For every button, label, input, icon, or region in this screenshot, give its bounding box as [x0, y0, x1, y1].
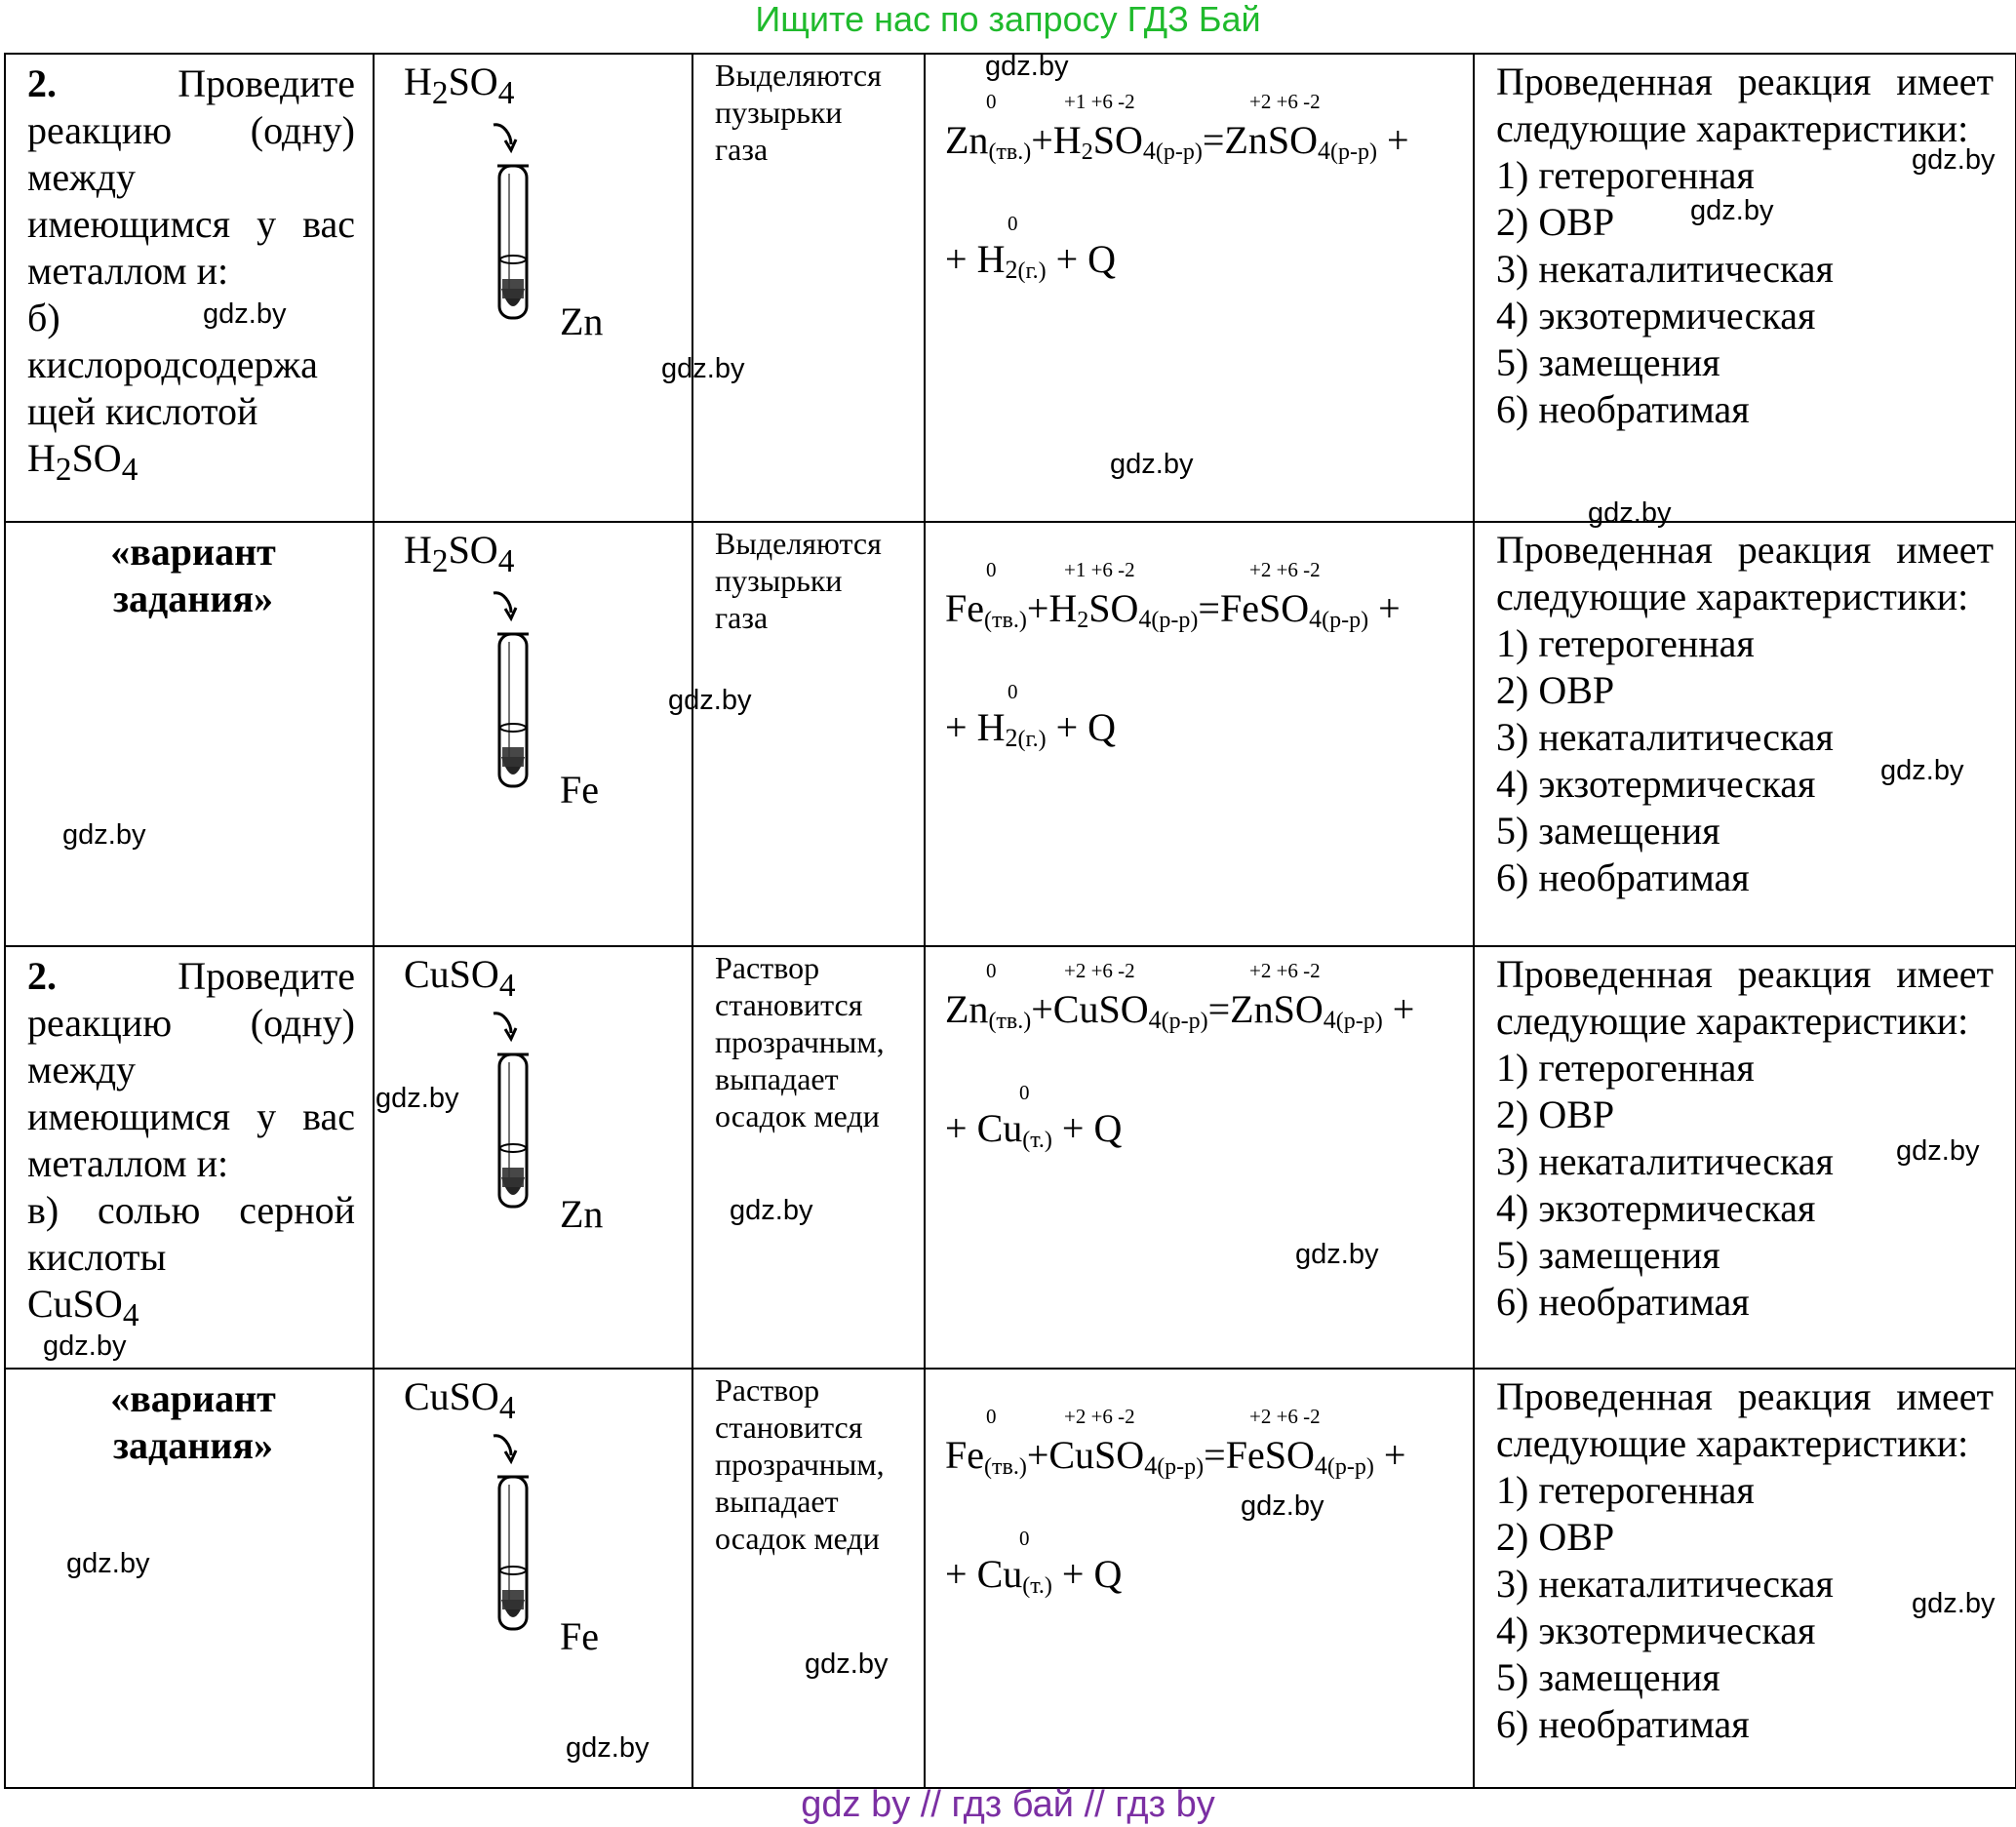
- task-line: имеющимся у вас: [27, 202, 355, 246]
- heat-term: + Q: [1051, 1552, 1123, 1596]
- equation-line-1: [945, 585, 1401, 634]
- watermark-text: gdz.by: [661, 353, 745, 384]
- observation-text: [693, 1370, 924, 1557]
- watermark-text: gdz.by: [1896, 1135, 1980, 1167]
- characteristic-item: 4) экзотермическая: [1496, 762, 1816, 806]
- test-tube-icon: [482, 1012, 550, 1221]
- observation-line: газа: [715, 600, 769, 635]
- state-label: (тв.): [988, 139, 1032, 165]
- task-cell: [5, 946, 374, 1369]
- task-line: реакцию (одну): [27, 1001, 355, 1045]
- metal-label: Zn: [560, 299, 604, 343]
- watermark-text: gdz.by: [1241, 1490, 1324, 1522]
- equation-line-1: [945, 117, 1409, 166]
- equation-line-2: [945, 704, 1116, 753]
- observation-line: осадок меди: [715, 1521, 880, 1556]
- oxidation-state: 0: [1019, 1527, 1030, 1550]
- state-label: (тв.): [988, 1009, 1032, 1034]
- observation-text: [693, 947, 924, 1134]
- apparatus-cell: [374, 522, 692, 946]
- observation-line: становится: [715, 1410, 863, 1445]
- oxidation-states: 0: [986, 959, 997, 982]
- task-formula-index: 2: [55, 452, 72, 488]
- heat-term: + Q: [1046, 237, 1117, 281]
- plus-sign: +: [945, 237, 977, 281]
- formula-index: 4: [1323, 1006, 1336, 1034]
- plus-sign: +: [1368, 586, 1401, 630]
- watermark-text: gdz.by: [566, 1732, 650, 1764]
- oxidation-states: +2 +6 -2: [1064, 1405, 1135, 1428]
- state-label: (р-р): [1322, 608, 1369, 633]
- formula-index: 4: [1317, 137, 1330, 165]
- oxidation-state: 0: [1019, 1081, 1030, 1104]
- reactant-formula: [1027, 1433, 1144, 1477]
- characteristic-item: 4) экзотермическая: [1496, 1609, 1816, 1652]
- table-row: [5, 1369, 2016, 1788]
- watermark-text: gdz.by: [985, 51, 1069, 82]
- characteristic-item: 4) экзотермическая: [1496, 1186, 1816, 1230]
- equation-cell: [925, 522, 1474, 946]
- reactant-index: 2: [1081, 139, 1093, 165]
- watermark-text: gdz.by: [1912, 1588, 1996, 1619]
- reagent-formula: [404, 1373, 515, 1427]
- observation-line: пузырьки: [715, 563, 843, 598]
- plus-sign: +: [945, 1106, 977, 1150]
- product-symbol: Cu: [976, 1106, 1023, 1150]
- task-line: щей кислотой: [27, 389, 258, 433]
- oxidation-states: 0: [986, 90, 997, 113]
- task-text: [6, 947, 373, 1339]
- reagent-part: SO: [448, 60, 498, 103]
- task-line: б): [27, 296, 60, 339]
- task-line: между: [27, 155, 137, 199]
- variant-line: задания»: [112, 1423, 274, 1467]
- product-formula: =FeSO: [1198, 586, 1310, 630]
- state-label: (р-р): [1326, 1454, 1374, 1480]
- observation-text: [693, 55, 924, 168]
- task-line: [27, 953, 355, 1000]
- state-label: (р-р): [1155, 139, 1203, 165]
- formula-index: 4: [1148, 1006, 1162, 1034]
- characteristic-item: 4) экзотермическая: [1496, 294, 1816, 338]
- reagent-formula: [404, 527, 514, 580]
- characteristic-item: 2) ОВР: [1496, 668, 1615, 712]
- reagent-formula: [404, 951, 515, 1005]
- reagent-index: 2: [431, 75, 449, 111]
- reagent-formula: [404, 59, 514, 112]
- metal-symbol: Zn: [945, 118, 989, 162]
- characteristic-item: 3) некаталитическая: [1496, 247, 1834, 291]
- variant-label: [6, 523, 373, 622]
- equation-cell: [925, 1369, 1474, 1788]
- state-label: (р-р): [1157, 1454, 1205, 1480]
- state-label: (тв.): [984, 1454, 1027, 1480]
- table-row: [5, 54, 2016, 522]
- state-label: (т.): [1022, 1573, 1052, 1599]
- metal-symbol: Zn: [945, 987, 989, 1031]
- task-line: в) солью серной: [27, 1188, 355, 1232]
- apparatus-cell: [374, 1369, 692, 1788]
- characteristics-heading: Проведенная реакция имеет: [1496, 952, 1994, 996]
- reactant-part: SO: [1088, 586, 1139, 630]
- characteristic-item: 2) ОВР: [1496, 200, 1615, 244]
- plus-sign: +: [1373, 1433, 1406, 1477]
- state-label: (г.): [1017, 727, 1047, 752]
- characteristic-item: 1) гетерогенная: [1496, 153, 1755, 197]
- characteristic-item: 5) замещения: [1496, 809, 1720, 853]
- reactant-formula: [1031, 987, 1148, 1031]
- reagent-part: H: [404, 528, 432, 572]
- product-symbol: Cu: [976, 1552, 1023, 1596]
- table-row: [5, 946, 2016, 1369]
- product-symbol: H: [976, 705, 1006, 749]
- reagent-index: 4: [498, 1390, 516, 1426]
- oxidation-states: +1 +6 -2: [1064, 90, 1135, 113]
- reagent-part: CuSO: [404, 952, 499, 996]
- variant-line: «вариант: [110, 530, 276, 574]
- reactant-part: +H: [1026, 586, 1078, 630]
- bottom-banner[interactable]: gdz by // гдз бай // гдз by: [801, 1784, 1215, 1825]
- oxidation-state: 0: [1008, 680, 1018, 703]
- characteristic-item: 3) некаталитическая: [1496, 715, 1834, 759]
- task-formula-index: 4: [122, 1297, 139, 1333]
- product-formula: =ZnSO: [1207, 987, 1324, 1031]
- task-line: кислородсодержа: [27, 342, 318, 386]
- equation-line-1: [945, 986, 1414, 1035]
- apparatus-cell: [374, 946, 692, 1369]
- formula-index: 4: [1144, 1451, 1158, 1480]
- characteristics-heading: следующие характеристики:: [1496, 575, 1969, 618]
- state-label: (р-р): [1161, 1009, 1208, 1034]
- task-line: имеющимся у вас: [27, 1094, 355, 1138]
- test-tube-icon: [482, 591, 550, 801]
- oxidation-states: +2 +6 -2: [1249, 959, 1321, 982]
- task-text: [6, 55, 373, 494]
- characteristic-item: 3) некаталитическая: [1496, 1139, 1834, 1183]
- observation-line: выпадает: [715, 1484, 839, 1519]
- table-row: [5, 522, 2016, 946]
- task-formula-part: SO: [71, 436, 122, 480]
- oxidation-state: 0: [1008, 212, 1018, 235]
- watermark-text: gdz.by: [730, 1195, 813, 1226]
- reactant-part: +H: [1031, 118, 1082, 162]
- observation-cell: [692, 946, 925, 1369]
- task-line: реакцию (одну): [27, 108, 355, 152]
- watermark-text: gdz.by: [376, 1083, 459, 1114]
- formula-index: 4: [1142, 137, 1156, 165]
- observation-line: газа: [715, 132, 769, 167]
- oxidation-states: 0: [986, 558, 997, 581]
- observation-line: Выделяются: [715, 58, 882, 93]
- formula-index: 2: [1005, 256, 1018, 284]
- oxidation-states: +2 +6 -2: [1064, 959, 1135, 982]
- watermark-text: gdz.by: [1110, 449, 1194, 480]
- oxidation-states: +2 +6 -2: [1249, 558, 1321, 581]
- reactant-index: 2: [1077, 608, 1089, 633]
- characteristics-cell: [1474, 54, 2016, 522]
- characteristics-list: [1475, 55, 2015, 433]
- characteristic-item: 1) гетерогенная: [1496, 621, 1755, 665]
- equation-line-1: [945, 1432, 1405, 1481]
- reactant-formula: [1031, 118, 1143, 165]
- heat-term: + Q: [1051, 1106, 1123, 1150]
- characteristics-list: [1475, 1370, 2015, 1748]
- observation-line: прозрачным,: [715, 1024, 885, 1059]
- characteristics-cell: [1474, 522, 2016, 946]
- characteristics-heading: следующие характеристики:: [1496, 106, 1969, 150]
- state-label: (тв.): [984, 608, 1027, 633]
- task-line-text: Проведите: [178, 954, 355, 998]
- metal-symbol: Fe: [945, 586, 984, 630]
- characteristic-item: 6) необратимая: [1496, 387, 1750, 431]
- characteristics-heading: Проведенная реакция имеет: [1496, 1374, 1994, 1418]
- observation-cell: [692, 1369, 925, 1788]
- characteristic-item: 2) ОВР: [1496, 1092, 1615, 1136]
- task-number: 2.: [27, 954, 57, 998]
- reactant-part: SO: [1092, 118, 1143, 162]
- metal-symbol: Fe: [945, 1433, 984, 1477]
- formula-index: 4: [1309, 605, 1323, 633]
- equation-cell: [925, 54, 1474, 522]
- observation-line: становится: [715, 987, 863, 1022]
- equation-line-2: [945, 1105, 1122, 1154]
- test-tube-icon: [482, 1434, 550, 1644]
- oxidation-states: +2 +6 -2: [1249, 1405, 1321, 1428]
- watermark-text: gdz.by: [1295, 1239, 1379, 1270]
- variant-line: «вариант: [110, 1376, 276, 1420]
- state-label: (р-р): [1329, 139, 1377, 165]
- state-label: (т.): [1022, 1128, 1052, 1153]
- task-line: металлом и:: [27, 1141, 229, 1185]
- watermark-text: gdz.by: [1588, 497, 1672, 529]
- metal-label: Zn: [560, 1192, 604, 1236]
- reagent-index: 4: [497, 543, 515, 579]
- reagent-index: 4: [497, 75, 515, 111]
- reactant-formula: [1026, 586, 1139, 633]
- task-formula-part: H: [27, 436, 56, 480]
- oxidation-states: +2 +6 -2: [1249, 90, 1321, 113]
- characteristic-item: 1) гетерогенная: [1496, 1468, 1755, 1512]
- reactant-part: +CuSO: [1031, 987, 1149, 1031]
- formula-index: 4: [1138, 605, 1152, 633]
- watermark-text: gdz.by: [203, 298, 287, 330]
- plus-sign: +: [1376, 118, 1409, 162]
- watermark-text: gdz.by: [668, 685, 752, 716]
- heat-term: + Q: [1046, 705, 1117, 749]
- observation-text: [693, 523, 924, 636]
- characteristic-item: 6) необратимая: [1496, 1702, 1750, 1746]
- observation-cell: [692, 54, 925, 522]
- experiment-table: [4, 53, 2016, 1789]
- task-cell: [5, 54, 374, 522]
- apparatus-cell: [374, 54, 692, 522]
- observation-line: Выделяются: [715, 526, 882, 561]
- observation-line: Раствор: [715, 950, 820, 985]
- product-symbol: H: [976, 237, 1006, 281]
- top-banner[interactable]: Ищите нас по запросу ГДЗ Бай: [755, 0, 1261, 39]
- characteristic-item: 1) гетерогенная: [1496, 1046, 1755, 1090]
- characteristic-item: 6) необратимая: [1496, 855, 1750, 899]
- characteristics-heading: следующие характеристики:: [1496, 999, 1969, 1043]
- state-label: (р-р): [1335, 1009, 1383, 1034]
- watermark-text: gdz.by: [805, 1648, 889, 1680]
- product-formula: =ZnSO: [1202, 118, 1318, 162]
- observation-line: пузырьки: [715, 95, 843, 130]
- plus-sign: +: [1382, 987, 1415, 1031]
- task-cell: [5, 522, 374, 946]
- metal-label: Fe: [560, 768, 599, 812]
- characteristics-heading: следующие характеристики:: [1496, 1421, 1969, 1465]
- task-line: кислоты: [27, 1235, 167, 1279]
- characteristics-list: [1475, 523, 2015, 901]
- observation-line: выпадает: [715, 1061, 839, 1096]
- reagent-part: CuSO: [404, 1374, 499, 1418]
- characteristics-heading: Проведенная реакция имеет: [1496, 528, 1994, 572]
- metal-label: Fe: [560, 1614, 599, 1658]
- watermark-text: gdz.by: [66, 1548, 150, 1579]
- formula-index: 4: [1314, 1451, 1327, 1480]
- variant-line: задания»: [112, 576, 274, 620]
- product-formula: =FeSO: [1204, 1433, 1315, 1477]
- plus-sign: +: [945, 1552, 977, 1596]
- reagent-part: SO: [448, 528, 498, 572]
- equation-cell: [925, 946, 1474, 1369]
- characteristic-item: 5) замещения: [1496, 1655, 1720, 1699]
- characteristic-item: 2) ОВР: [1496, 1515, 1615, 1559]
- observation-line: прозрачным,: [715, 1447, 885, 1482]
- observation-cell: [692, 522, 925, 946]
- task-line: [27, 60, 355, 107]
- observation-line: Раствор: [715, 1372, 820, 1408]
- watermark-text: gdz.by: [1912, 144, 1996, 176]
- equation-line-2: [945, 1551, 1122, 1600]
- state-label: (г.): [1017, 258, 1047, 284]
- equation-line-2: [945, 236, 1116, 285]
- watermark-text: gdz.by: [1880, 755, 1964, 786]
- watermark-text: gdz.by: [1690, 195, 1774, 226]
- task-line-text: Проведите: [178, 61, 355, 105]
- task-formula-index: 4: [121, 452, 138, 488]
- watermark-text: gdz.by: [43, 1331, 127, 1362]
- characteristics-heading: Проведенная реакция имеет: [1496, 60, 1994, 103]
- reactant-part: +CuSO: [1026, 1433, 1145, 1477]
- plus-sign: +: [945, 705, 977, 749]
- task-line: металлом и:: [27, 249, 229, 293]
- oxidation-states: 0: [986, 1405, 997, 1428]
- observation-line: осадок меди: [715, 1098, 880, 1133]
- reagent-index: 2: [431, 543, 449, 579]
- task-cell: [5, 1369, 374, 1788]
- oxidation-states: +1 +6 -2: [1064, 558, 1135, 581]
- variant-label: [6, 1370, 373, 1469]
- characteristic-item: 3) некаталитическая: [1496, 1562, 1834, 1606]
- task-line: [27, 435, 355, 494]
- characteristic-item: 5) замещения: [1496, 340, 1720, 384]
- task-number: 2.: [27, 61, 57, 105]
- characteristic-item: 6) необратимая: [1496, 1280, 1750, 1324]
- task-formula-part: CuSO: [27, 1282, 123, 1326]
- formula-index: 2: [1005, 724, 1018, 752]
- test-tube-icon: [482, 123, 550, 333]
- reagent-index: 4: [498, 968, 516, 1004]
- watermark-text: gdz.by: [62, 819, 146, 851]
- reagent-part: H: [404, 60, 432, 103]
- characteristics-cell: [1474, 1369, 2016, 1788]
- task-line: между: [27, 1048, 137, 1092]
- characteristic-item: 5) замещения: [1496, 1233, 1720, 1277]
- state-label: (р-р): [1151, 608, 1199, 633]
